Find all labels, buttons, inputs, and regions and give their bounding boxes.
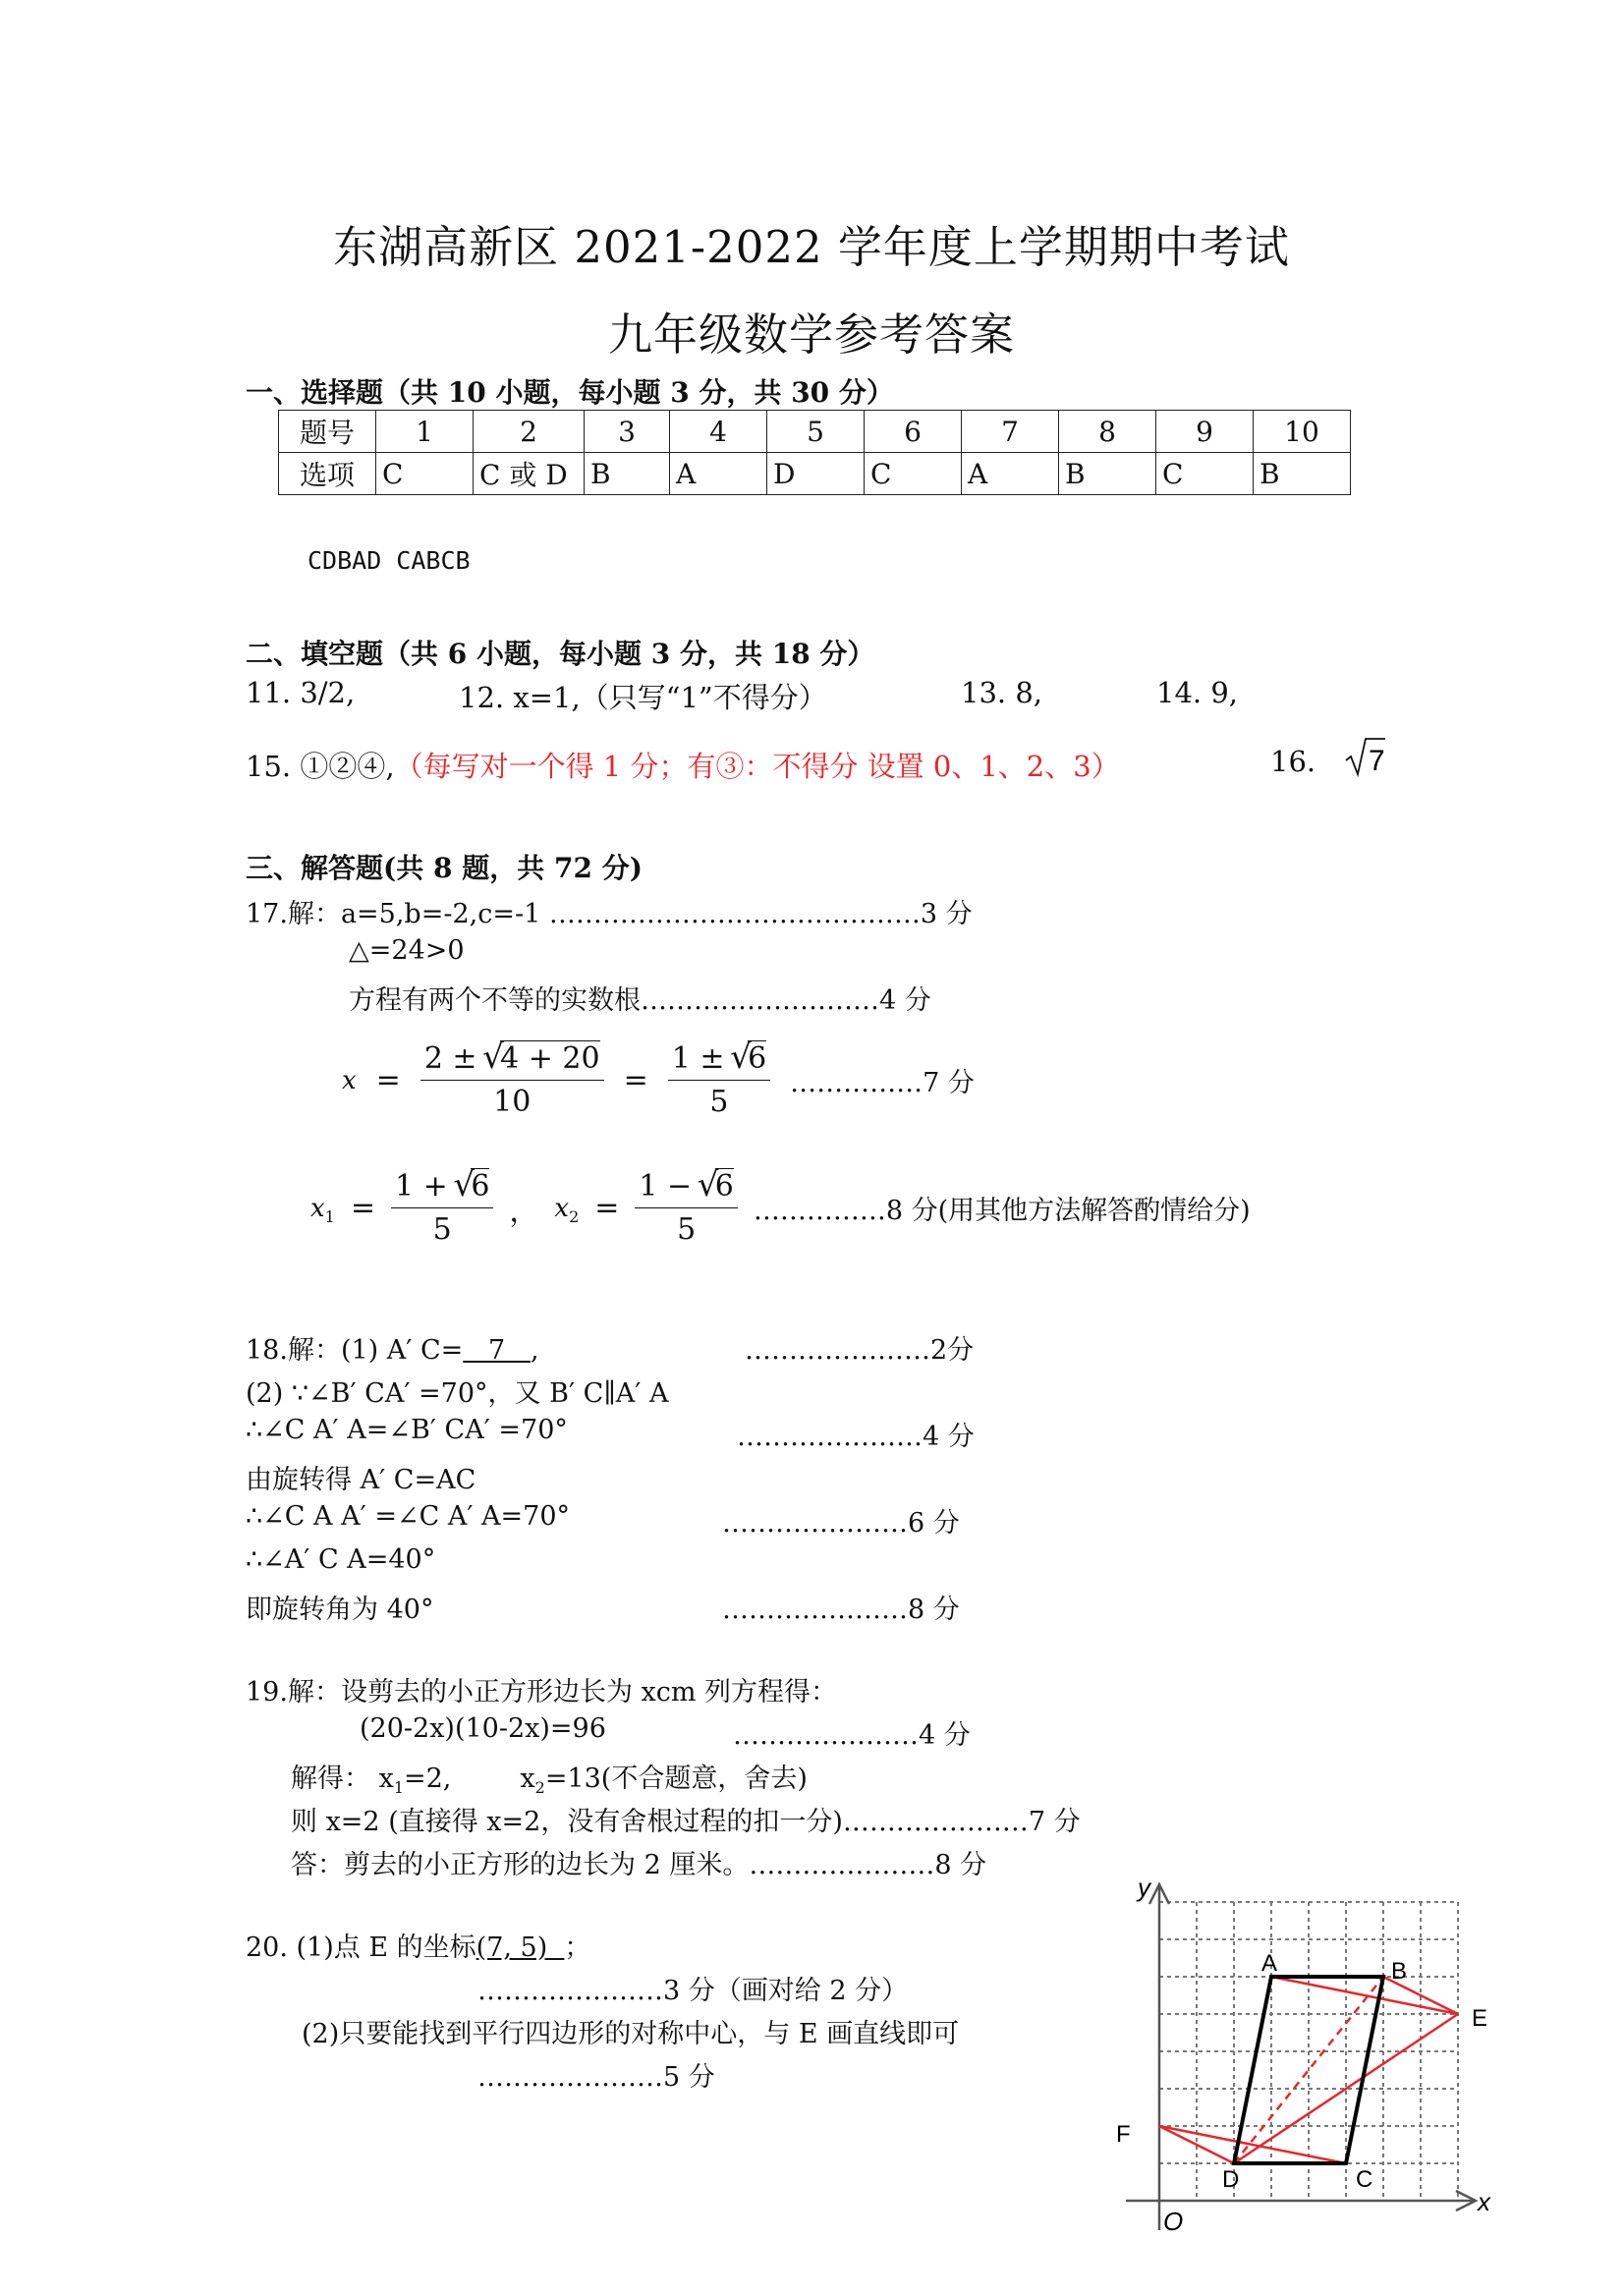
numerator-prefix: 1 ± xyxy=(671,1041,725,1076)
answer-13: 13. 8, xyxy=(961,676,1043,709)
q17-line-2: △=24>0 xyxy=(349,935,465,966)
q18-line-6: ∴∠A′ C A=40° xyxy=(246,1544,436,1575)
root-2-fraction: 1 − √ 6 5 xyxy=(635,1169,737,1247)
answer-12: 12. x=1,（只写“1”不得分） xyxy=(459,681,827,714)
q20-line-3: (2)只要能找到平行四边形的对称中心，与 E 画直线即可 xyxy=(302,2019,960,2049)
section-1-heading: 一、选择题（共 10 小题，每小题 3 分，共 30 分） xyxy=(246,376,894,409)
comma: ， xyxy=(509,1194,539,1229)
answer-11: 11. 3/2, xyxy=(246,676,356,709)
question-number-row xyxy=(279,411,1351,453)
table-cell: 3 xyxy=(585,411,670,453)
label-d: D xyxy=(1222,2166,1240,2193)
q20-prompt: 20. (1)点 E 的坐标 xyxy=(246,1932,476,1963)
section-2-heading: 二、填空题（共 6 小题，每小题 3 分，共 18 分） xyxy=(246,638,875,670)
fraction-2: 1 ± √ 6 5 xyxy=(668,1041,770,1119)
var-x: x xyxy=(342,1065,357,1095)
x-axis-label: x xyxy=(1478,2187,1490,2216)
table-cell: 9 xyxy=(1156,411,1254,453)
q18-line-3: ∴∠C A′ A=∠B′ CA′ =70° xyxy=(246,1415,568,1445)
table-cell: B xyxy=(585,453,670,495)
q17-line-1: 17.解：a=5,b=-2,c=-1 ……………………………………3 分 xyxy=(246,899,973,929)
answer-row xyxy=(279,453,1351,495)
table-cell: B xyxy=(1059,453,1156,495)
var-x1: x xyxy=(310,1194,325,1223)
label-b: B xyxy=(1391,1958,1408,1985)
subscript: 1 xyxy=(324,1207,335,1226)
solution-x1-label: 解得： x xyxy=(291,1764,394,1794)
numerator-prefix: 2 ± xyxy=(423,1041,477,1076)
table-cell: 5 xyxy=(767,411,865,453)
q19-line-1: 19.解：设剪去的小正方形边长为 xcm 列方程得： xyxy=(246,1677,838,1708)
q19-score-4: …………………4 分 xyxy=(733,1720,971,1751)
radicand: 4 + 20 xyxy=(500,1041,600,1076)
q18-score-8: …………………8 分 xyxy=(722,1595,960,1625)
table-cell: 选项 xyxy=(279,453,376,495)
table-cell: 10 xyxy=(1254,411,1351,453)
numerator-prefix: 1 − xyxy=(639,1169,693,1204)
q18-line-2: (2) ∵∠B′ CA′ =70°，又 B′ C∥A′ A xyxy=(246,1378,669,1409)
table-cell: 题号 xyxy=(279,411,376,453)
subscript: 1 xyxy=(393,1778,404,1797)
origin-label: O xyxy=(1163,2207,1184,2236)
answer-key-title: 九年级数学参考答案 xyxy=(607,308,1015,361)
segment-fc xyxy=(1159,2126,1346,2163)
root-1-fraction: 1 + √ 6 5 xyxy=(391,1169,493,1247)
answer-sequence: CDBAD CABCB xyxy=(308,546,471,575)
label-f: F xyxy=(1116,2121,1131,2148)
q20-line-2: …………………3 分（画对给 2 分） xyxy=(477,1976,909,2006)
table-cell: 6 xyxy=(865,411,962,453)
subscript: 2 xyxy=(569,1207,580,1226)
equals-sign: = xyxy=(594,1191,620,1225)
q18-part-1: 18.解：(1) A′ C= xyxy=(246,1335,464,1366)
q19-line-3 xyxy=(291,1757,808,1797)
q18-score-6: …………………6 分 xyxy=(722,1508,960,1539)
equals-sign: = xyxy=(375,1063,401,1097)
table-cell: C xyxy=(1156,453,1254,495)
answer-15: 15. ①②④, xyxy=(246,750,395,783)
q18-line-1 xyxy=(246,1328,539,1367)
q18-score-2: …………………2分 xyxy=(745,1335,975,1366)
subscript: 2 xyxy=(534,1778,545,1797)
q19-line-5: 答：剪去的小正方形的边长为 2 厘米。…………………8 分 xyxy=(291,1850,987,1880)
denominator: 5 xyxy=(432,1212,452,1247)
label-c: C xyxy=(1356,2166,1373,2193)
exam-title: 东湖高新区 2021-2022 学年度上学期期中考试 xyxy=(333,221,1290,273)
q18-answer-blank: 7 xyxy=(463,1335,531,1366)
solution-x2-label: x xyxy=(520,1764,535,1794)
fraction-1: 2 ± √ 4 + 20 10 xyxy=(420,1041,604,1119)
table-cell: C xyxy=(376,453,474,495)
q19-line-2: (20-2x)(10-2x)=96 xyxy=(360,1713,606,1744)
choice-answer-table xyxy=(278,410,1351,495)
table-cell: C 或 D xyxy=(474,453,585,495)
denominator: 5 xyxy=(709,1085,729,1119)
equals-sign: = xyxy=(623,1063,648,1097)
table-cell: 7 xyxy=(962,411,1059,453)
answer-14: 14. 9, xyxy=(1156,676,1239,709)
table-cell: B xyxy=(1254,453,1351,495)
denominator: 10 xyxy=(493,1085,532,1119)
y-axis-label: y xyxy=(1138,1873,1150,1902)
q17-line-3: 方程有两个不等的实数根………………………4 分 xyxy=(349,985,931,1016)
q18-score-4: …………………4 分 xyxy=(737,1422,975,1452)
table-cell: A xyxy=(670,453,767,495)
q17-score-8: ……………8 分(用其他方法解答酌情给分) xyxy=(753,1196,1251,1226)
coordinate-grid-figure xyxy=(1081,1867,1493,2240)
point-e-coordinates: (7, 5) xyxy=(476,1932,565,1963)
table-cell: A xyxy=(962,453,1059,495)
section-3-heading: 三、解答题(共 8 题，共 72 分) xyxy=(246,852,643,884)
q18-comma: , xyxy=(530,1335,539,1366)
equals-sign: = xyxy=(350,1191,375,1225)
semicolon: ； xyxy=(564,1932,591,1963)
table-cell: 1 xyxy=(376,411,474,453)
answer-15-scoring-note: （每写对一个得 1 分；有③：不得分 设置 0、1、2、3） xyxy=(394,750,1120,783)
solution-x2-value: =13(不合题意，舍去) xyxy=(544,1764,808,1794)
q17-formula-2 xyxy=(310,1165,1251,1247)
q19-line-4: 则 x=2 (直接得 x=2，没有舍根过程的扣一分)…………………7 分 xyxy=(291,1807,1081,1837)
q17-formula-1 xyxy=(342,1037,975,1119)
var-x2: x xyxy=(554,1194,570,1223)
q20-line-4: …………………5 分 xyxy=(477,2062,715,2093)
label-a: A xyxy=(1261,1950,1278,1977)
sqrt-7-symbol xyxy=(1344,735,1387,778)
radicand: 6 xyxy=(714,1169,734,1204)
radicand: 6 xyxy=(471,1169,490,1204)
answer-15-line xyxy=(246,745,1120,785)
q18-line-5: ∴∠C A A′ =∠C A′ A=70° xyxy=(246,1501,571,1532)
table-cell: 8 xyxy=(1059,411,1156,453)
q20-line-1 xyxy=(246,1926,590,1964)
denominator: 5 xyxy=(677,1212,697,1247)
answer-16-label: 16. xyxy=(1270,745,1316,778)
numerator-prefix: 1 + xyxy=(395,1169,448,1204)
radicand: 6 xyxy=(748,1041,767,1076)
table-cell: 4 xyxy=(670,411,767,453)
q17-score-7: ……………7 分 xyxy=(790,1068,975,1098)
table-cell: D xyxy=(767,453,865,495)
table-cell: C xyxy=(865,453,962,495)
radicand: 7 xyxy=(1369,745,1385,777)
segment-ae xyxy=(1271,1977,1458,2014)
solution-x1-value: =2, xyxy=(404,1764,452,1794)
label-e: E xyxy=(1472,2005,1488,2032)
q18-line-7: 即旋转角为 40° xyxy=(246,1595,434,1625)
table-cell: 2 xyxy=(474,411,585,453)
q18-line-4: 由旋转得 A′ C=AC xyxy=(246,1465,476,1495)
answer-16-value xyxy=(1344,735,1387,782)
